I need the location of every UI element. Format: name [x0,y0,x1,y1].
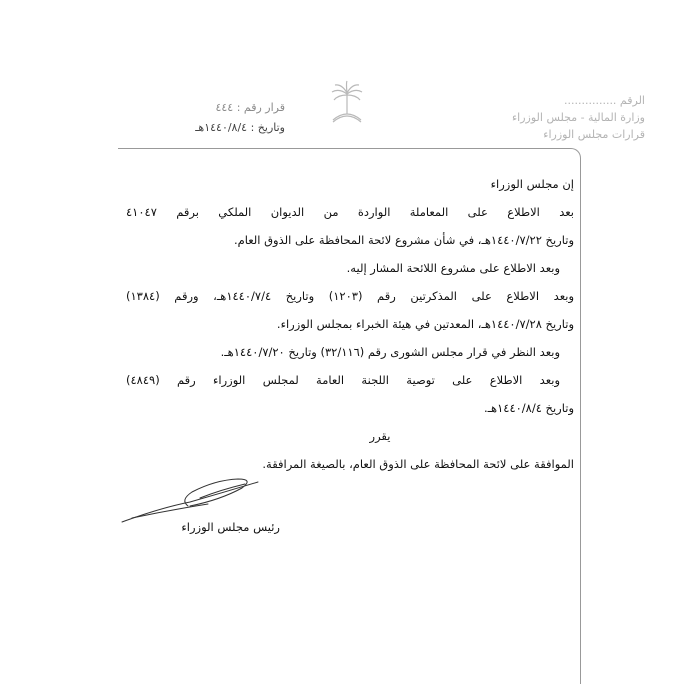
letterhead-block [470,92,645,143]
paragraph-line: وتاريخ ١٤٤٠/٧/٢٨هـ، المعدتين في هيئة الخبراء بمجلس الوزراء. [276,317,574,331]
signatory-title: رئيس مجلس الوزراء [181,520,280,534]
emblem-icon [322,78,372,128]
letterhead-line: وزارة المالية - مجلس الوزراء [512,111,645,124]
paragraph-line: وتاريخ ١٤٤٠/٨/٤هـ. [484,401,574,415]
paragraph-line: وبعد الاطلاع على توصية اللجنة العامة لمجلس الوزراء رقم (٤٨٤٩) [126,373,560,387]
decides-heading: يقرر [369,429,391,443]
paragraph-line: وبعد الاطلاع على مشروع اللائحة المشار إليه. [346,261,560,275]
paragraph-line: وتاريخ ١٤٤٠/٧/٢٢هـ، في شأن مشروع لائحة المحافظة على الذوق العام. [233,233,574,247]
paragraph-line: بعد الاطلاع على المعاملة الواردة من الديوان الملكي برقم ٤١٠٤٧ [126,205,574,219]
opening-line: إن مجلس الوزراء [490,177,574,191]
decision-date: وتاريخ : ١٤٤٠/٨/٤هـ [195,121,285,134]
decision-reference [150,98,285,138]
paragraph-line: وبعد النظر في قرار مجلس الشورى رقم (٣٢/١١٦) وتاريخ ١٤٤٠/٧/٢٠هـ. [220,345,560,359]
letterhead-line: قرارات مجلس الوزراء [543,128,645,141]
decision-body [126,170,574,478]
letterhead-line: الرقم ............... [563,94,645,107]
decision-text: الموافقة على لائحة المحافظة على الذوق العام، بالصيغة المرافقة. [262,457,574,471]
decision-number: قرار رقم : ٤٤٤ [215,101,285,114]
paragraph-line: وبعد الاطلاع على المذكرتين رقم (١٢٠٣) وتاريخ ١٤٤٠/٧/٤هـ، ورقم (١٣٨٤) [126,289,574,303]
